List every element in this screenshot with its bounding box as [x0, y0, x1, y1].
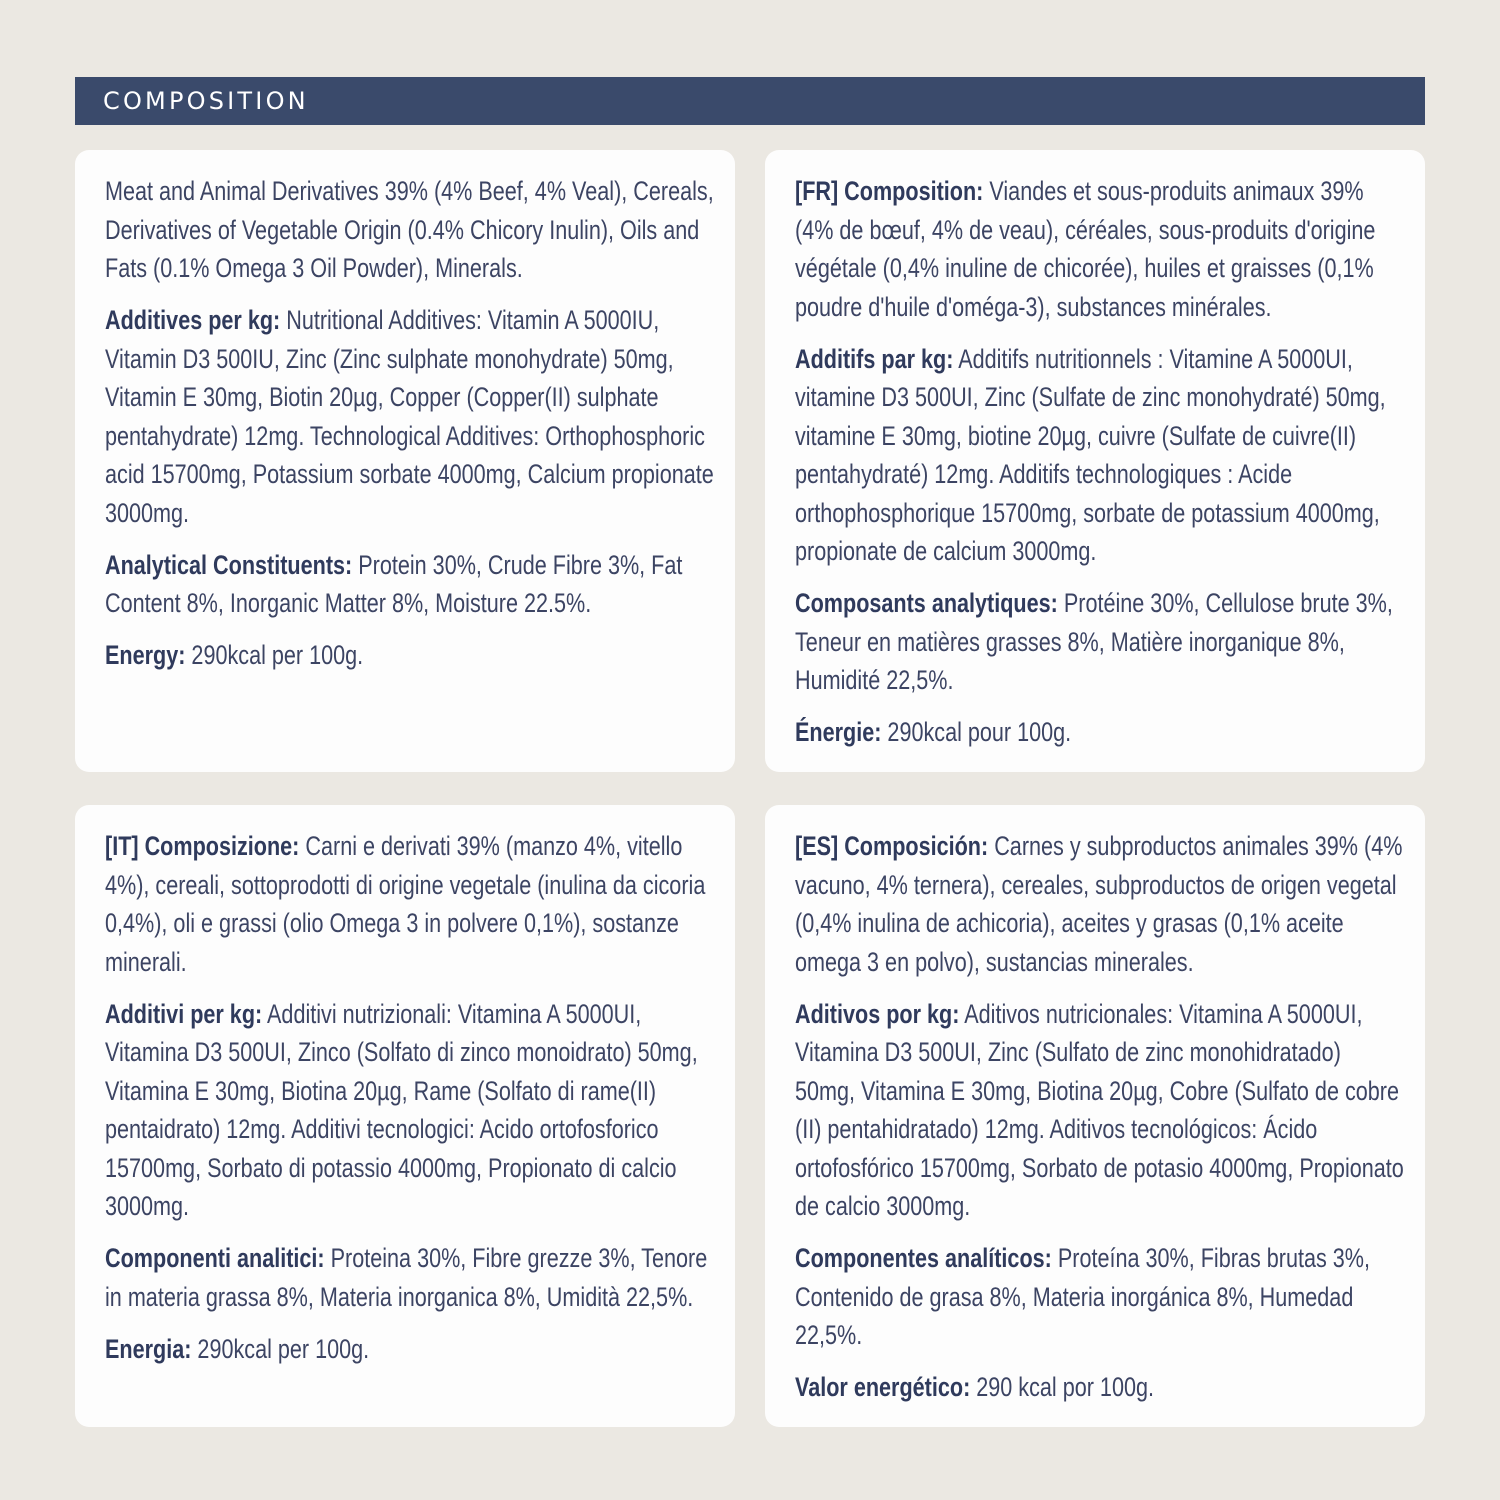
composition-paragraph: [105, 827, 715, 981]
additives-paragraph: [795, 995, 1405, 1226]
section-title: COMPOSITION: [103, 87, 309, 115]
additives-paragraph: [795, 340, 1405, 571]
analytical-constituents-paragraph: [795, 1239, 1405, 1355]
paragraph-label: Valor energético:: [795, 1372, 971, 1402]
analytical-constituents-paragraph: [105, 546, 715, 623]
paragraph-text: 290kcal pour 100g.: [881, 717, 1072, 747]
paragraph-label: Componenti analitici:: [105, 1243, 325, 1273]
paragraph-label: [ES] Composición:: [795, 831, 989, 861]
paragraph-text: Carnes y subproductos animales 39% (4% vacuno, 4% ternera), cereales, subproductos de origen vegetal (0,4% inulina de achicoria), aceites y grasas (0,1% aceite omega 3 en polvo), sustancias minerales.: [795, 831, 1403, 977]
paragraph-label: Additivi per kg:: [105, 998, 263, 1029]
paragraph-label: Additives per kg:: [105, 305, 281, 335]
paragraph-text: Protéine 30%, Cellulose brute 3%, Teneur en matières grasses 8%, Matière inorganique 8%, Humidité 22,5%.: [795, 588, 1393, 695]
analytical-constituents-paragraph: [105, 1239, 715, 1316]
paragraph-text: 290 kcal por 100g.: [970, 1372, 1154, 1402]
paragraph-label: [IT] Composizione:: [105, 831, 300, 861]
paragraph-text: Meat and Animal Derivatives 39% (4% Beef, 4% Veal), Cereals, Derivatives of Vegetable Origin (0.4% Chicory Inulin), Oils and Fats (0.1% Omega 3 Oil Powder), Minerals.: [105, 176, 714, 283]
paragraph-label: Energy:: [105, 640, 186, 670]
composition-paragraph: [105, 172, 715, 288]
additives-paragraph: [105, 995, 715, 1226]
composition-header-bar: [75, 77, 1425, 125]
paragraph-text: Nutritional Additives: Vitamin A 5000IU, Vitamin D3 500IU, Zinc (Zinc sulphate monohydrate) 50mg, Vitamin E 30mg, Biotin 20µg, Copper (Copper(II) sulphate pentahydrate) 12mg. Technological Additives: Orthophosphoric acid 15700mg, Potassium sorbate 4000mg, Calcium propionate 3000mg.: [105, 305, 714, 528]
analytical-constituents-paragraph: [795, 584, 1405, 700]
energy-paragraph: [795, 1368, 1405, 1407]
paragraph-label: Aditivos por kg:: [795, 998, 960, 1029]
paragraph-text: Aditivos nutricionales: Vitamina A 5000UI, Vitamina D3 500UI, Zinc (Sulfato de zinc monohidratado) 50mg, Vitamina E 30mg, Biotina 20µg, Cobre (Sulfato de cobre (II) pentahidratado) 12mg. Aditivos tecnológicos: Ácido ortofosfórico 15700mg, Sorbato de potasio 4000mg, Propionato de calcio 3000mg.: [795, 998, 1404, 1221]
paragraph-label: [FR] Composition:: [795, 176, 984, 206]
energy-paragraph: [105, 636, 715, 675]
paragraph-text: Proteina 30%, Fibre grezze 3%, Tenore in materia grassa 8%, Materia inorganica 8%, Umidità 22,5%.: [105, 1243, 708, 1312]
composition-paragraph: [795, 172, 1405, 326]
paragraph-text: Additifs nutritionnels : Vitamine A 5000UI, vitamine D3 500UI, Zinc (Sulfate de zinc monohydraté) 50mg, vitamine E 30mg, biotine 20µg, cuivre (Sulfate de cuivre(II) pentahydraté) 12mg. Additifs technologiques : Acide orthophosphorique 15700mg, sorbate de potassium 4000mg, propionate de calcium 3000mg.: [795, 343, 1386, 566]
paragraph-label: Componentes analíticos:: [795, 1243, 1052, 1273]
composition-card-french: [765, 150, 1425, 772]
energy-paragraph: [105, 1330, 715, 1369]
composition-card-italian: [75, 805, 735, 1427]
energy-paragraph: [795, 713, 1405, 752]
paragraph-label: Analytical Constituents:: [105, 549, 353, 580]
paragraph-text: Protein 30%, Crude Fibre 3%, Fat Content 8%, Inorganic Matter 8%, Moisture 22.5%.: [105, 549, 683, 618]
additives-paragraph: [105, 301, 715, 532]
paragraph-label: Additifs par kg:: [795, 343, 954, 374]
composition-paragraph: [795, 827, 1405, 981]
paragraph-text: 290kcal per 100g.: [191, 1333, 370, 1364]
paragraph-text: Viandes et sous-produits animaux 39% (4% de bœuf, 4% de veau), céréales, sous-produits d'origine végétale (0,4% inuline de chicorée), huiles et graisses (0,1% poudre d'huile d'oméga-3), substances minérales.: [795, 176, 1376, 322]
paragraph-text: Proteína 30%, Fibras brutas 3%, Contenido de grasa 8%, Materia inorgánica 8%, Humedad 22,5%.: [795, 1243, 1370, 1350]
composition-card-english: [75, 150, 735, 772]
paragraph-text: Carni e derivati 39% (manzo 4%, vitello 4%), cereali, sottoprodotti di origine vegetale (inulina da cicoria 0,4%), oli e grassi (olio Omega 3 in polvere 0,1%), sostanze minerali.: [105, 831, 706, 977]
paragraph-text: Additivi nutrizionali: Vitamina A 5000UI, Vitamina D3 500UI, Zinco (Solfato di zinco monoidrato) 50mg, Vitamina E 30mg, Biotina 20µg, Rame (Solfato di rame(II) pentaidrato) 12mg. Additivi tecnologici: Acido ortofosforico 15700mg, Sorbato di potassio 4000mg, Propionato di calcio 3000mg.: [105, 998, 698, 1221]
paragraph-label: Composants analytiques:: [795, 588, 1058, 618]
paragraph-label: Énergie:: [795, 717, 882, 747]
paragraph-label: Energia:: [105, 1333, 192, 1364]
paragraph-text: 290kcal per 100g.: [185, 640, 364, 670]
composition-card-spanish: [765, 805, 1425, 1427]
